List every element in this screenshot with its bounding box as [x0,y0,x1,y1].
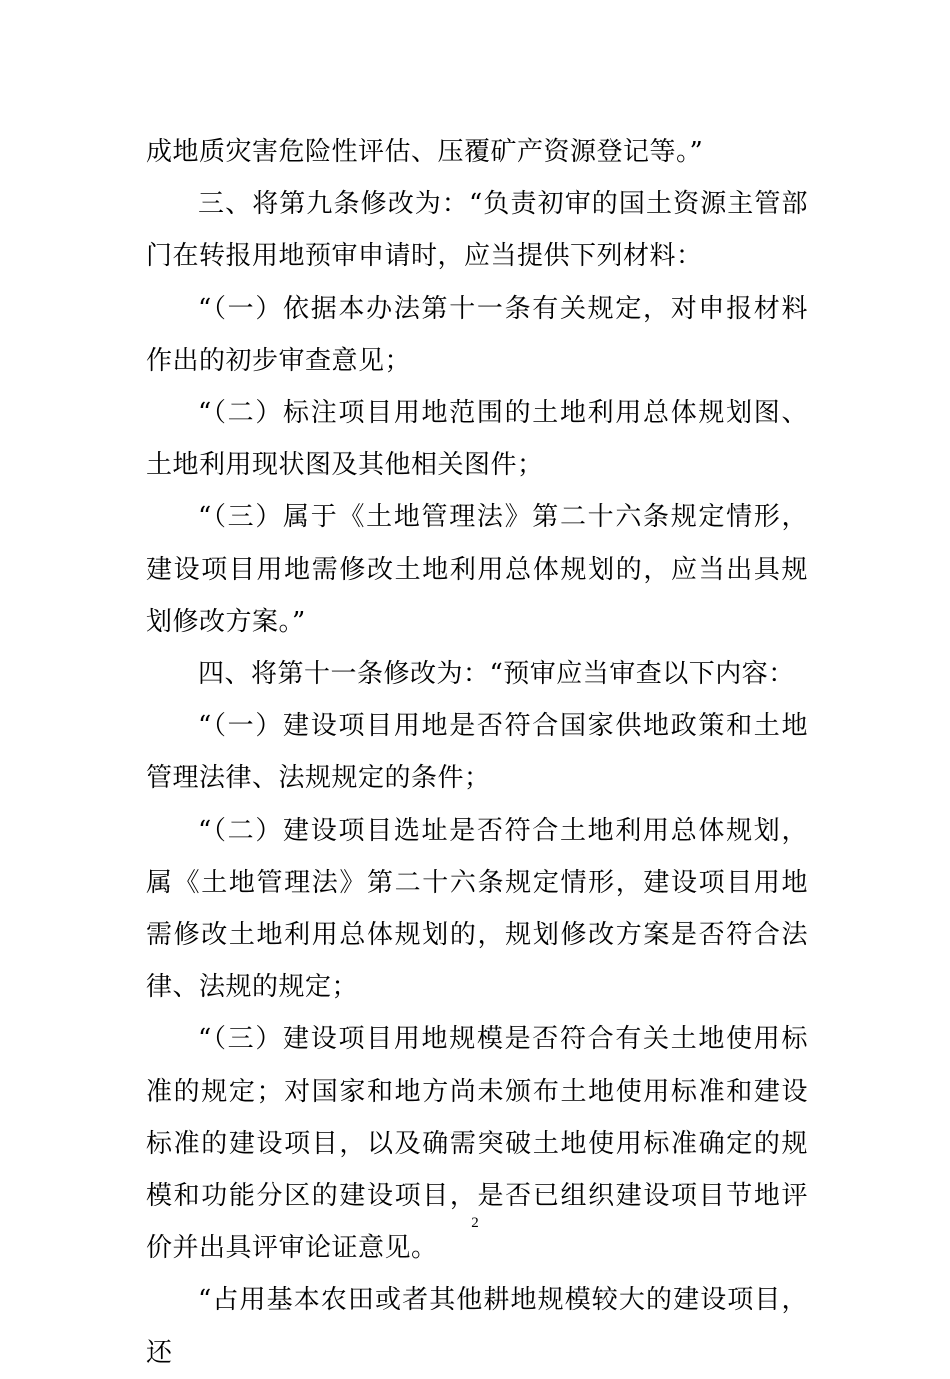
page-number: 2 [471,1215,479,1231]
paragraph-nine-item-one: “（一）依据本办法第十一条有关规定，对申报材料作出的初步审查意见； [146,293,808,376]
document-body [146,126,808,1379]
paragraph-article-nine: 三、将第九条修改为：“负责初审的国土资源主管部门在转报用地预审申请时，应当提供下列材料： [146,189,808,272]
paragraph-continuation: 成地质灾害危险性评估、压覆矿产资源登记等。” [146,137,704,167]
paragraph-eleven-item-three: “（三）建设项目用地规模是否符合有关土地使用标准的规定；对国家和地方尚未颁布土地使用标准和建设标准的建设项目，以及确需突破土地使用标准确定的规模和功能分区的建设项目，是否已组织建设项目节地评价并出具评审论证意见。 [146,1024,808,1264]
paragraph-nine-item-three: “（三）属于《土地管理法》第二十六条规定情形，建设项目用地需修改土地利用总体规划的，应当出具规划修改方案。” [146,502,808,637]
paragraph-nine-item-two: “（二）标注项目用地范围的土地利用总体规划图、土地利用现状图及其他相关图件； [146,398,808,481]
paragraph-eleven-item-two: “（二）建设项目选址是否符合土地利用总体规划，属《土地管理法》第二十六条规定情形，建设项目用地需修改土地利用总体规划的，规划修改方案是否符合法律、法规的规定； [146,815,808,1003]
paragraph-eleven-item-one: “（一）建设项目用地是否符合国家供地政策和土地管理法律、法规规定的条件； [146,711,808,794]
paragraph-article-eleven: 四、将第十一条修改为：“预审应当审查以下内容： [198,659,795,690]
paragraph-farmland: “占用基本农田或者其他耕地规模较大的建设项目，还 [146,1285,808,1368]
